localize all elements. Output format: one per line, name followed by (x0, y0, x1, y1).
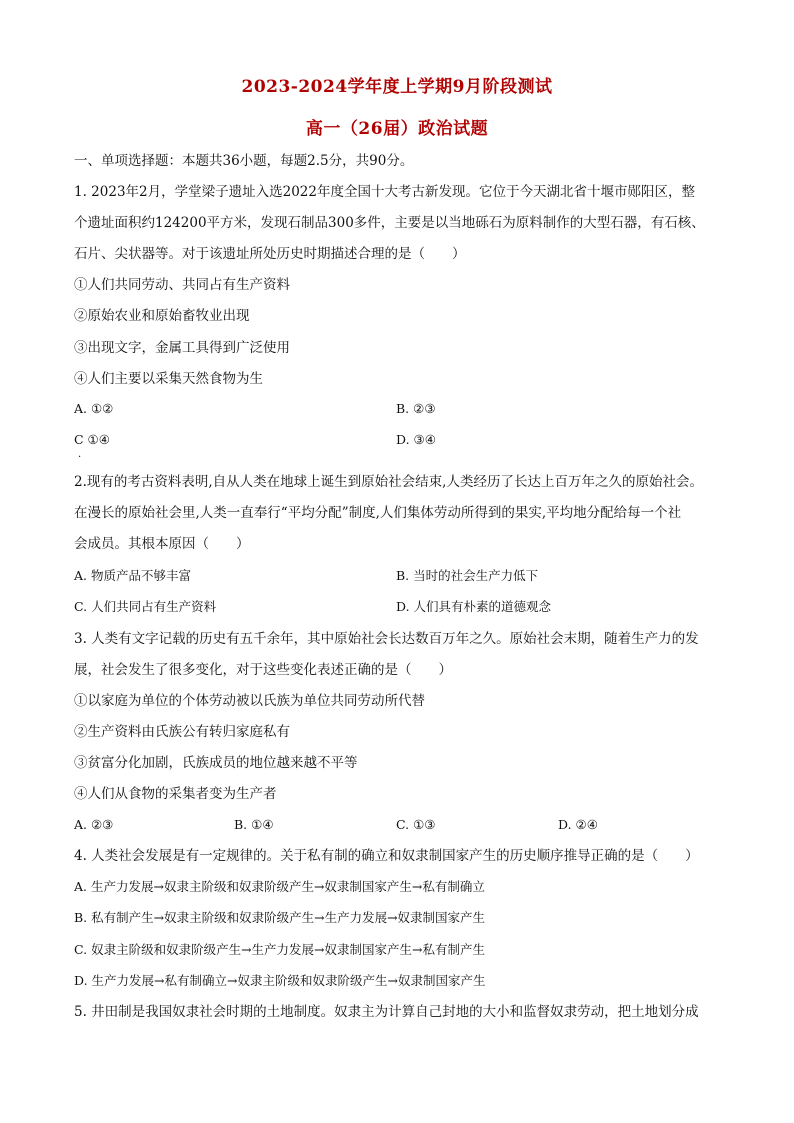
q2-option-d: D. 人们具有朴素的道德观念 (396, 599, 552, 614)
q4-stem-line-1: 4. 人类社会发展是有一定规律的。关于私有制的确立和奴隶制国家产生的历史顺序推导正确的是（ ） (74, 848, 699, 864)
q5-stem-line-1: 5. 井田制是我国奴隶社会时期的土地制度。奴隶主为计算自己封地的大小和监督奴隶劳动，把土地划分成 (74, 1004, 699, 1020)
q4-option-a: A. 生产力发展→奴隶主阶级和奴隶阶级产生→奴隶制国家产生→私有制确立 (74, 879, 485, 894)
q2-stem-line-3: 会成员。其根本原因（ ） (74, 536, 250, 552)
q1-item-3: ③出现文字，金属工具得到广泛使用 (74, 340, 290, 356)
q4-option-b: B. 私有制产生→奴隶主阶级和奴隶阶级产生→生产力发展→奴隶制国家产生 (74, 910, 486, 925)
q1-item-1: ①人们共同劳动、共同占有生产资料 (74, 277, 290, 293)
q1-option-a: A. ①② (74, 401, 114, 416)
q4-option-c: C. 奴隶主阶级和奴隶阶级产生→生产力发展→奴隶制国家产生→私有制产生 (74, 942, 485, 957)
q1-stem-line-1: 1. 2023年2月，学堂梁子遗址入选2022年度全国十大考古新发现。它位于今天湖北省十堰市郧阳区，整 (74, 184, 695, 200)
q1-item-4: ④人们主要以采集天然食物为生 (74, 371, 263, 387)
q3-option-b: B. ①④ (234, 817, 274, 832)
q3-item-4: ④人们从食物的采集者变为生产者 (74, 786, 277, 802)
q2-option-c: C. 人们共同占有生产资料 (74, 599, 217, 614)
q2-option-b: B. 当时的社会生产力低下 (396, 568, 539, 583)
q2-stem-line-2: 在漫长的原始社会里,人类一直奉行“平均分配”制度,人们集体劳动所得到的果实,平均地分配给每一个社 (74, 505, 682, 521)
q2-stem-line-1: 2.现有的考古资料表明,自从人类在地球上诞生到原始社会结束,人类经历了长达上百万年之久的原始社会。 (74, 474, 703, 490)
q2-option-a: A. 物质产品不够丰富 (74, 568, 191, 583)
q3-item-3: ③贫富分化加剧，氏族成员的地位越来越不平等 (74, 755, 358, 771)
q3-option-d: D. ②④ (558, 817, 598, 832)
exam-title: 2023-2024学年度上学期9月阶段测试 (241, 77, 553, 97)
q1-item-2: ②原始农业和原始畜牧业出现 (74, 308, 250, 324)
q3-option-c: C. ①③ (396, 817, 436, 832)
q4-option-d: D. 生产力发展→私有制确立→奴隶主阶级和奴隶阶级产生→奴隶制国家产生 (74, 973, 486, 988)
q1-stem-line-2: 个遗址面积约124200平方米，发现石制品300多件，主要是以当地砾石为原料制作的大型石器，有石核、 (74, 215, 705, 231)
q3-item-1: ①以家庭为单位的个体劳动被以氏族为单位共同劳动所代替 (74, 693, 425, 709)
q1-stem-line-3: 石片、尖状器等。对于该遗址所处历史时期描述合理的是（ ） (74, 246, 466, 262)
q1-option-c: C ①④ (74, 432, 110, 447)
stray-dot: · (78, 452, 82, 463)
section-header: 一、单项选择题：本题共36小题，每题2.5分，共90分。 (74, 153, 414, 169)
exam-subtitle: 高一（26届）政治试题 (305, 119, 489, 139)
q3-item-2: ②生产资料由氏族公有转归家庭私有 (74, 724, 290, 740)
q3-option-a: A. ②③ (74, 817, 114, 832)
q1-option-d: D. ③④ (396, 432, 436, 447)
q1-option-b: B. ②③ (396, 401, 436, 416)
q3-stem-line-2: 展，社会发生了很多变化，对于这些变化表述正确的是（ ） (74, 662, 452, 678)
q3-stem-line-1: 3. 人类有文字记载的历史有五千余年，其中原始社会长达数百万年之久。原始社会末期，随着生产力的发 (74, 631, 699, 647)
